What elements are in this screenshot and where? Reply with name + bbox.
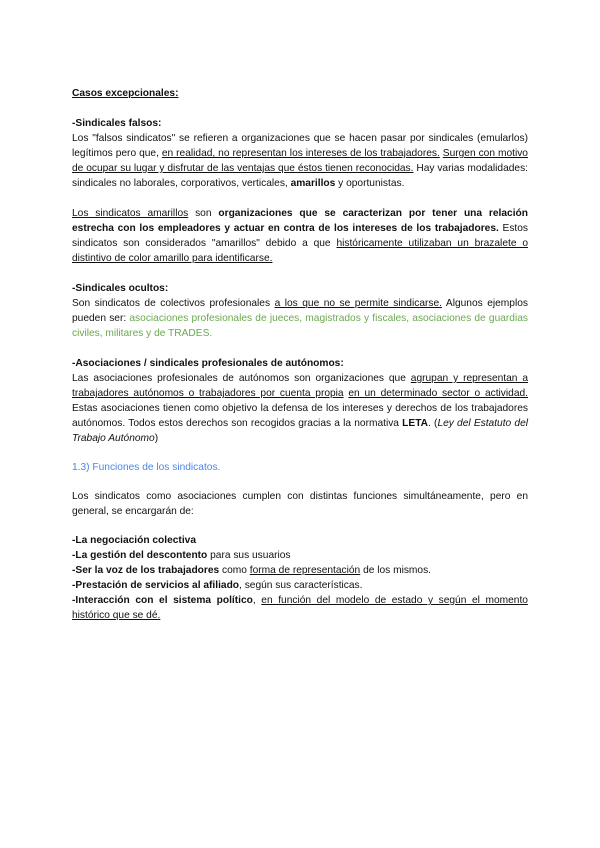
text-span: , (252, 595, 262, 606)
text-span: Hay varias modalidades: sindicales no laborales, corporativos, verticales, (72, 163, 528, 189)
text-span: son (188, 208, 219, 219)
underlined-text: a los que no se permite sindicarse. (274, 298, 442, 309)
bold-text: -Prestación de servicios al afiliado (72, 580, 240, 591)
green-text: . (209, 328, 213, 339)
underlined-text: Los sindicatos amarillos (72, 208, 189, 219)
underlined-text: Surgen con motivo de ocupar su lugar y disfrutar de las ventajas que éstos tienen reconocidas. (72, 148, 528, 174)
text-span: Las asociaciones profesionales de autónomos son organizaciones que (72, 373, 411, 384)
underlined-text: en un determinado sector o actividad. (348, 388, 528, 399)
section-intro: Los sindicatos como asociaciones cumplen con distintas funciones simultáneamente, pero en general, se encargarán de: (72, 491, 528, 517)
text-span: . ( (428, 418, 438, 429)
bold-text: amarillos (290, 178, 336, 189)
autonomos-heading: -Asociaciones / sindicales profesionales de autónomos: (72, 358, 344, 369)
autonomos-paragraph (72, 371, 528, 446)
bold-text: -La gestión del descontento (72, 550, 208, 561)
bold-text: -Ser la voz de los trabajadores (72, 565, 220, 576)
list-item (72, 593, 528, 623)
falsos-paragraph (72, 131, 528, 191)
text-span: , según sus características. (239, 580, 363, 591)
document-page (72, 86, 528, 623)
text-span: ) (154, 433, 159, 444)
list-item (72, 548, 528, 563)
list-item (72, 578, 528, 593)
amarillos-paragraph (72, 206, 528, 266)
underlined-text: en función del modelo de estado y según el momento histórico que se dé. (72, 595, 528, 621)
text-span: Estos sindicatos son considerados "amarillos" debido a que (72, 223, 529, 249)
list-item: -La negociación colectiva (72, 535, 196, 546)
functions-list (72, 533, 528, 623)
underlined-text: en realidad, no representan los intereses de los trabajadores. (161, 148, 440, 159)
text-span: y oportunistas. (335, 178, 405, 189)
text-span: Los "falsos sindicatos" se refieren a organizaciones que se hacen pasar por sindicales (emularlos) legítimos pero que, (72, 133, 528, 159)
section-heading: 1.3) Funciones de los sindicatos. (72, 462, 221, 473)
text-span: Estas asociaciones tienen como objetivo la defensa de los intereses y derechos de los trabajadores autónomos. Todos estos derechos son recogidos gracias a la normativa (72, 403, 528, 429)
underlined-text: agrupan y representan a trabajadores autónomos o trabajadores por cuenta propia (72, 373, 529, 399)
bold-text: LETA (402, 418, 429, 429)
text-span: como (219, 565, 250, 576)
text-span: para sus usuarios (207, 550, 291, 561)
bold-text: -Interacción con el sistema político (72, 595, 253, 606)
ocultos-heading: -Sindicales ocultos: (72, 283, 169, 294)
page-title: Casos excepcionales: (72, 88, 179, 99)
text-span: Algunos ejemplos pueden ser: (72, 298, 528, 324)
ocultos-paragraph (72, 296, 528, 341)
text-span: de los mismos. (360, 565, 431, 576)
italic-text: Ley del Estatuto del Trabajo Autónomo (72, 418, 529, 444)
green-text: asociaciones profesionales de jueces, magistrados y fiscales, asociaciones de guardias civiles, militares y de TRADES (72, 313, 528, 339)
text-span: Son sindicatos de colectivos profesionales (72, 298, 275, 309)
falsos-heading: -Sindicales falsos: (72, 118, 162, 129)
bold-text: organizaciones que se caracterizan por tener una relación estrecha con los empleadores y actuar en contra de los intereses de los trabajadores. (72, 208, 528, 234)
underlined-text: históricamente utilizaban un brazalete o distintivo de color amarillo para identificarse. (72, 238, 528, 264)
underlined-text: forma de representación (249, 565, 361, 576)
list-item (72, 563, 528, 578)
